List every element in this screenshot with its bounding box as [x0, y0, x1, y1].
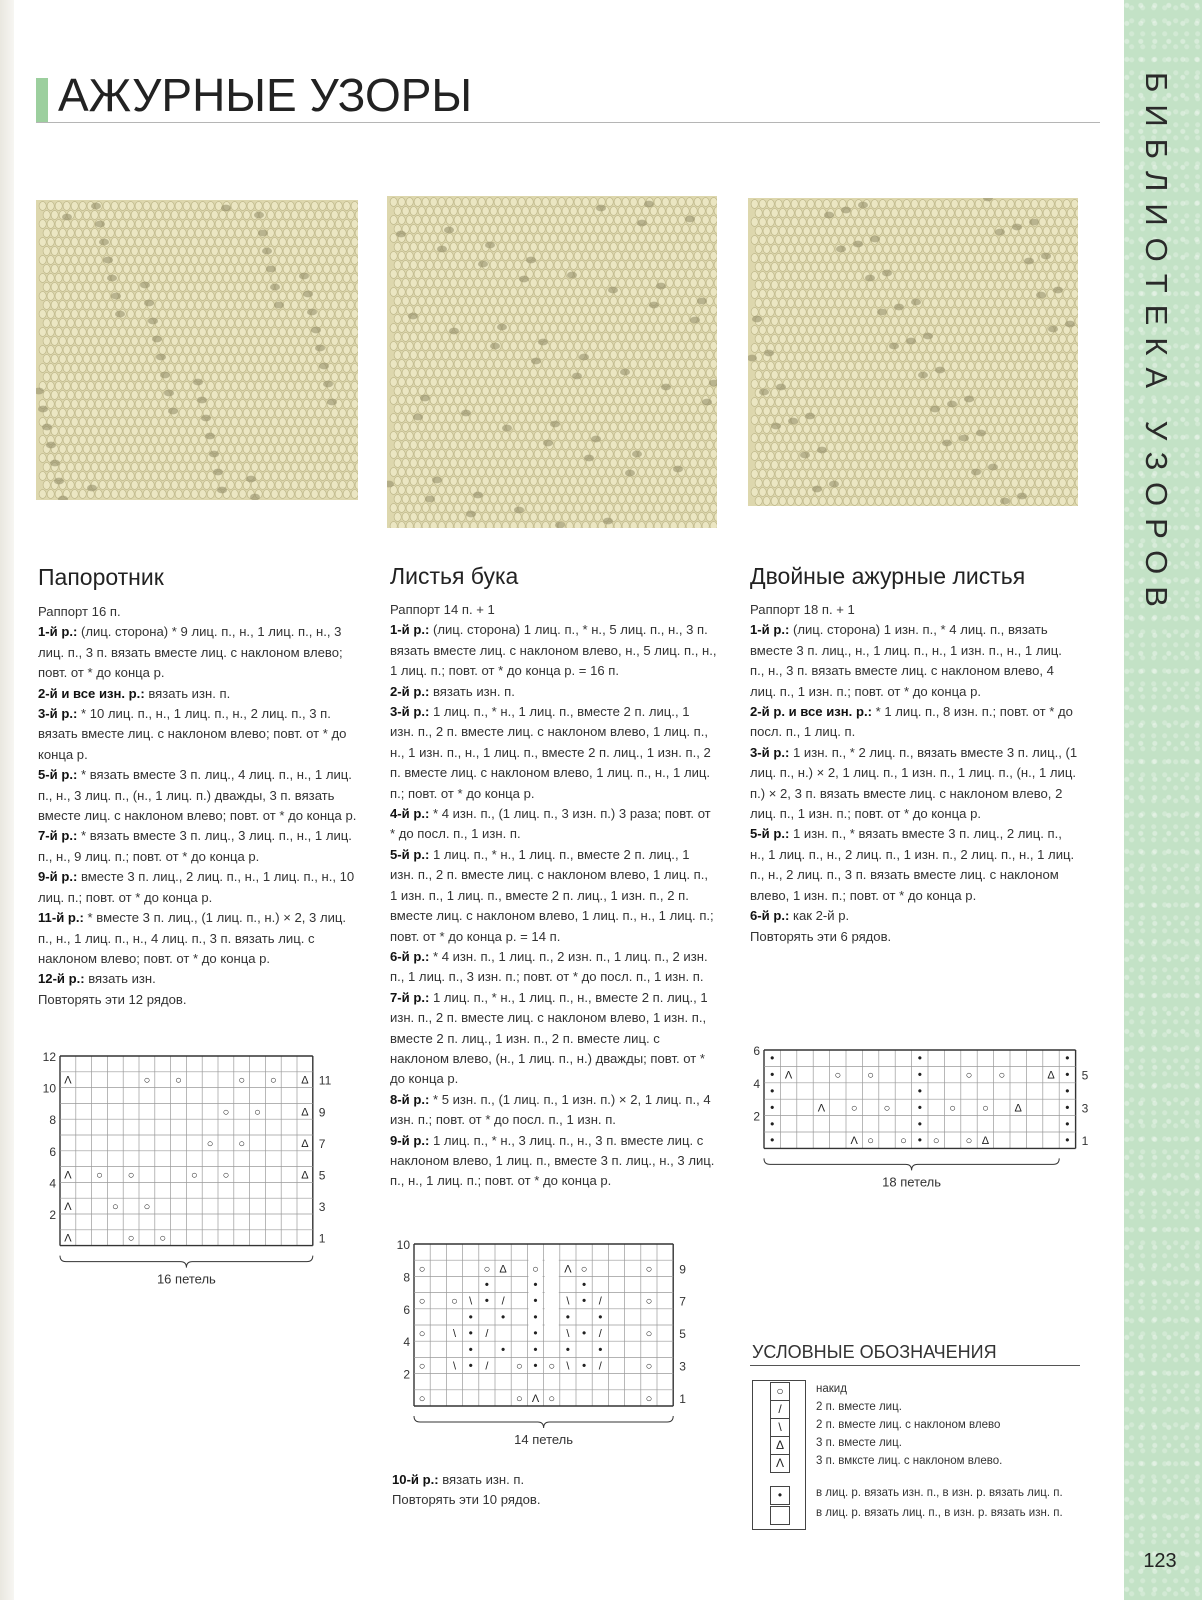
row-text: 1 лиц. п., * н., 3 лиц. п., н., 3 п. вместе лиц. с наклоном влево, 1 лиц. п., вместе 3 п. лиц., н., 3 лиц. п., н., 1 лиц. п.; повт. от * до конца р. [390, 1132, 715, 1189]
chart-symbol: • [581, 1326, 587, 1341]
chart-symbol: ○ [515, 1392, 523, 1405]
row-label: 12-й р.: [38, 971, 85, 987]
chart-symbol: • [917, 1133, 922, 1148]
row-instruction [750, 620, 1078, 702]
chart-symbol: \ [566, 1328, 570, 1341]
row-text: * 1 лиц. п., 8 изн. п.; повт. от * до посл. п., 1 лиц. п. [750, 704, 1073, 740]
row-label: 5-й р.: [390, 846, 430, 862]
chart-symbol: ○ [269, 1074, 277, 1087]
row-text: * вязать вместе 3 п. лиц., 4 лиц. п., н., 1 лиц. п., н., 3 лиц. п., (н., 1 лиц. п.) дважды, 3 п. вязать вместе лиц. с наклоном влево; повт. от * до конца р. [38, 767, 357, 824]
row-instruction [750, 824, 1078, 906]
row-instruction [390, 682, 717, 702]
row-text: * 5 изн. п., (1 лиц. п., 1 изн. п.) × 2, 1 лиц. п., 4 изн. п.; повт. от * до посл. п., 1 изн. п. [390, 1091, 711, 1128]
chart-symbol: ○ [418, 1360, 426, 1373]
legend-description: 2 п. вместе лиц. [816, 1401, 902, 1413]
chart-symbol: ○ [850, 1102, 858, 1115]
row-text: 1 лиц. п., * н., 1 лиц. п., н., вместе 2 п. лиц., 1 изн. п., 2 п. вместе лиц. с наклоном влево, 1 изн. п., вместе 2 п. лиц., 1 изн. п., 2 п. вместе лиц. с наклоном влево, (н., 1 лиц. п., н.) дважды; повт. от * до конца р. [390, 989, 708, 1087]
row-instruction [38, 867, 358, 908]
chart-symbol: ○ [159, 1232, 167, 1245]
chart-symbol: ○ [548, 1392, 556, 1405]
legend-description: 3 п. вмксте лиц. с наклоном влево. [816, 1455, 1003, 1467]
legend-description: в лиц. р. вязать изн. п., в изн. р. вязать лиц. п. [816, 1487, 1063, 1499]
row-label: 7-й р.: [390, 989, 430, 1005]
row-number-left: 10 [396, 1240, 410, 1252]
row-label: 2-й и все изн. р.: [38, 685, 145, 701]
pattern-repeat: Раппорт 18 п. + 1 [750, 602, 855, 617]
chart-symbol: Δ [1014, 1102, 1022, 1115]
chart-symbol: ○ [982, 1102, 989, 1115]
stitch-count-label: 16 петель [156, 1271, 216, 1287]
chart-symbol: • [500, 1309, 506, 1324]
chart-symbol: • [533, 1277, 538, 1292]
chart-symbol: / [598, 1295, 602, 1308]
chart-symbol: ○ [143, 1074, 151, 1087]
chart-symbol: • [500, 1342, 506, 1357]
chart-symbol: ○ [238, 1074, 246, 1087]
chart-symbol: ○ [222, 1106, 230, 1119]
pattern-instructions-beech-leaves [390, 600, 717, 1192]
chart-symbol: ○ [883, 1102, 891, 1115]
chart-symbol: ○ [532, 1263, 539, 1276]
row-number-right: 7 [679, 1294, 686, 1309]
chart-symbol: ○ [190, 1169, 198, 1182]
chart-symbol: • [533, 1309, 538, 1324]
chart-symbol: ○ [867, 1069, 874, 1082]
row-instruction [38, 622, 358, 683]
row-text: * вязать вместе 3 п. лиц., 3 лиц. п., н., 1 лиц. п., н., 9 лиц. п.; повт. от * до конца р. [38, 828, 352, 864]
row-instruction [750, 743, 1078, 825]
row-text: * 10 лиц. п., н., 1 лиц. п., н., 2 лиц. п., 3 п. вязать вместе лиц. с наклоном влево; повт. от * до конца р. [38, 706, 347, 762]
page-gutter [0, 0, 14, 1600]
chart-symbol: Λ [564, 1263, 572, 1276]
chart-symbol: Δ [499, 1263, 507, 1276]
chart-symbol: \ [452, 1328, 457, 1341]
chart-symbol: ○ [645, 1392, 653, 1405]
chart-symbol: Δ [301, 1106, 309, 1119]
chart-symbol: • [917, 1100, 922, 1115]
row-number-left: 8 [49, 1113, 56, 1128]
chart-symbol: • [468, 1358, 473, 1373]
row-instruction [38, 969, 358, 989]
chart-symbol: • [581, 1358, 587, 1373]
pattern-instructions-double-lace-leaves [750, 600, 1078, 947]
chart-symbol: ○ [111, 1201, 119, 1214]
yarn-over-icon: ○ [770, 1382, 790, 1401]
repeat-brace [414, 1416, 673, 1428]
row-number-right: 1 [318, 1231, 326, 1246]
chart-symbol: ○ [418, 1328, 426, 1341]
row-number-left: 4 [753, 1076, 760, 1091]
page-title: АЖУРНЫЕ УЗОРЫ [58, 69, 473, 121]
row-text: вязать изн. п. [144, 685, 231, 701]
row-text: * вместе 3 п. лиц., (1 лиц. п., н.) × 2, 3 лиц. п., н., 1 лиц. п., н., 4 лиц. п., 3 п. вязать лиц. с наклоном влево; повт. от * до конца р. [38, 910, 347, 966]
chart-symbol: ○ [451, 1295, 458, 1308]
row-label: 1-й р.: [750, 622, 790, 638]
chart-symbol: ○ [645, 1295, 653, 1308]
chart-symbol: • [770, 1133, 775, 1148]
chart-symbol: / [485, 1328, 489, 1341]
row-instruction [390, 804, 717, 845]
chart-symbol: ○ [206, 1137, 214, 1150]
chart-symbol: • [770, 1100, 775, 1115]
row-number-left: 6 [49, 1144, 56, 1159]
row-text: * 4 изн. п., (1 лиц. п., 3 изн. п.) 3 раза; повт. от * до посл. п., 1 изн. п. [390, 806, 711, 842]
pattern-repeat: Раппорт 16 п. [38, 604, 121, 619]
chart-fern [38, 1050, 338, 1300]
row-text: * 4 изн. п., 1 лиц. п., 2 изн. п., 1 лиц. п., 2 изн. п., 1 лиц. п., 3 изн. п.; повт. от * до посл. п., 1 изн. п. [390, 948, 708, 985]
row-label: 6-й р.: [750, 908, 790, 924]
legend-description: в лиц. р. вязать лиц. п., в изн. р. вязать изн. п. [816, 1507, 1063, 1519]
row-instruction [38, 908, 358, 969]
chart-symbol: • [468, 1309, 473, 1324]
row-number-right: 5 [1081, 1068, 1088, 1083]
row-label: 9-й р.: [390, 1132, 430, 1148]
chart-symbol: Λ [64, 1074, 72, 1087]
row-label: 1-й р.: [38, 624, 78, 640]
row-instruction [392, 1470, 712, 1490]
chart-grid-svg [390, 1240, 710, 1455]
row-text: 1 лиц. п., * н., 1 лиц. п., вместе 2 п. лиц., 1 изн. п., 2 п. вместе лиц. с наклоном влево, 1 лиц. п., 1 изн. п., 1 лиц. п., вместе 2 п. лиц., 1 изн. п., 2 п. вместе лиц. с наклоном влево, 1 лиц. п., н., 1 лиц. п.; повт. от * до конца р. = 14 п. [390, 846, 714, 944]
row-text: 1 лиц. п., * н., 1 лиц. п., вместе 2 п. лиц., 1 изн. п., 2 п. вместе лиц. с наклоном влево, 1 лиц. п., н., 1 изн. п., н., 1 лиц. п., вместе 2 п. лиц., 1 изн. п., 2 п. вместе лиц. с наклоном влево, 1 лиц. п., н., 1 лиц. п.; повт. от * до конца р. [390, 704, 711, 801]
knit-texture [748, 198, 1078, 506]
sk2p-icon: Λ [770, 1454, 790, 1473]
row-label: 8-й р.: [390, 1091, 430, 1107]
row-label: 1-й р.: [390, 622, 430, 638]
chart-symbol: • [1065, 1100, 1070, 1115]
repeat-brace [60, 1256, 313, 1268]
section-label: БИБЛИОТЕКА УЗОРОВ [1139, 72, 1174, 619]
row-number-right: 5 [679, 1327, 686, 1342]
chart-symbol: • [770, 1116, 775, 1131]
row-number-left: 4 [403, 1335, 410, 1350]
row-label: 2-й р.: [390, 683, 430, 699]
chart-symbol: • [598, 1309, 603, 1324]
row-text: (лиц. сторона) 1 лиц. п., * н., 5 лиц. п., н., 3 п. вязать вместе лиц. с наклоном влево, н., 5 лиц. п., н., 1 лиц. п.; повт. от * до конца р. = 16 п. [390, 622, 717, 679]
legend-frame [752, 1380, 806, 1530]
row-number-left: 12 [42, 1050, 56, 1064]
chart-symbol: ○ [645, 1328, 653, 1341]
row-label: 5-й р.: [38, 767, 78, 783]
legend-description: накид [816, 1383, 847, 1395]
row-instruction [750, 906, 1078, 926]
row-instruction [390, 947, 717, 988]
chart-symbol: ○ [965, 1069, 973, 1082]
title-rule [36, 122, 1100, 123]
chart-symbol: • [468, 1326, 473, 1341]
row-text: как 2-й р. [789, 908, 850, 924]
chart-symbol: Λ [850, 1135, 858, 1148]
row-number-right: 1 [679, 1391, 686, 1406]
chart-symbol: • [1065, 1051, 1070, 1066]
chart-symbol: ○ [548, 1360, 556, 1373]
chart-symbol: • [1065, 1133, 1070, 1148]
page-number: 123 [1143, 1550, 1177, 1572]
swatch-photo-fern [36, 200, 358, 500]
chart-symbol: • [533, 1342, 538, 1357]
chart-symbol: • [917, 1116, 922, 1131]
chart-symbol: ○ [483, 1263, 491, 1276]
chart-symbol: ○ [515, 1360, 523, 1373]
chart-symbol: • [484, 1277, 490, 1292]
chart-symbol: ○ [645, 1360, 653, 1373]
chart-symbol: ○ [238, 1137, 246, 1150]
chart-grid-svg [38, 1050, 338, 1300]
chart-symbol: \ [452, 1360, 457, 1373]
legend-description: 2 п. вместе лиц. с наклоном влево [816, 1419, 1001, 1431]
legend-title: УСЛОВНЫЕ ОБОЗНАЧЕНИЯ [752, 1342, 997, 1362]
chart-symbol: • [917, 1051, 922, 1066]
chart-symbol: Δ [301, 1137, 309, 1150]
chart-symbol: Δ [981, 1135, 990, 1148]
row-label: 6-й р.: [390, 948, 430, 964]
row-instruction [38, 684, 358, 704]
chart-symbol: ○ [418, 1263, 426, 1276]
pattern-instructions-fern [38, 602, 358, 1010]
chart-symbol: ○ [900, 1135, 907, 1148]
pattern-title-beech-leaves: Листья бука [390, 563, 519, 589]
chart-symbol: • [581, 1277, 587, 1292]
chart-symbol: / [598, 1360, 602, 1373]
chart-symbol: ○ [932, 1135, 940, 1148]
chart-symbol: ○ [127, 1169, 135, 1182]
row-number-left: 2 [403, 1367, 410, 1382]
row-number-left: 6 [753, 1046, 760, 1058]
row-instruction [38, 704, 358, 765]
row-number-right: 3 [318, 1200, 326, 1215]
knit-texture [387, 196, 717, 528]
chart-symbol: Λ [531, 1392, 540, 1405]
row-label: 3-й р.: [38, 706, 78, 722]
chart-symbol: ○ [254, 1106, 261, 1119]
row-label: 9-й р.: [38, 869, 78, 885]
chart-symbol: ○ [175, 1074, 182, 1087]
row-text: вязать изн. п. [429, 683, 515, 699]
chart-symbol: ○ [418, 1392, 426, 1405]
row-instruction [390, 1131, 717, 1192]
row-label: 2-й р. и все изн. р.: [750, 704, 872, 720]
pattern-footer: Повторять эти 12 рядов. [38, 991, 187, 1007]
row-text: вязать изн. п. [438, 1472, 525, 1487]
row-text: (лиц. сторона) 1 изн. п., * 4 лиц. п., вязать вместе 3 п. лиц., н., 1 лиц. п., н., 1 изн. п., н., 1 лиц. п., н., 3 п. вязать вместе лиц. с наклоном влево, 4 лиц. п., 1 изн. п.; повт. от * до конца р. [750, 622, 1062, 699]
knit-texture [36, 200, 358, 500]
row-text: вязать изн. [84, 971, 156, 987]
chart-symbol: ○ [127, 1232, 135, 1245]
chart-symbol: • [1065, 1067, 1070, 1082]
chart-symbol: Δ [1047, 1069, 1055, 1082]
chart-symbol: • [598, 1342, 603, 1357]
row-label: 5-й р.: [750, 826, 790, 842]
chart-symbol: / [501, 1295, 505, 1308]
row-list [392, 1470, 712, 1490]
row-number-right: 3 [679, 1359, 686, 1374]
row-number-right: 9 [318, 1105, 326, 1120]
chart-symbol: Λ [64, 1201, 72, 1214]
row-label: 4-й р.: [390, 806, 430, 822]
chart-symbol: ○ [143, 1201, 151, 1214]
chart-symbol: • [468, 1342, 473, 1357]
stitch-count-label: 18 петель [882, 1174, 942, 1190]
row-number-left: 8 [403, 1270, 410, 1285]
chart-symbol: ○ [949, 1102, 956, 1115]
row-instruction [38, 826, 358, 867]
chart-symbol: \ [566, 1360, 570, 1373]
pattern-instructions-beech-leaves-end [392, 1470, 712, 1511]
chart-symbol: • [1065, 1116, 1070, 1131]
row-label: 3-й р.: [750, 744, 790, 760]
row-text: 1 изн. п., * вязать вместе 3 п. лиц., 2 лиц. п., н., 1 лиц. п., н., 2 лиц. п., 1 изн. п., 2 лиц. п., н., 1 лиц. п., н., 2 лиц. п., 3 п. вязать вместе лиц. с наклоном влево, 1 изн. п.; повт. от * до конца р. [750, 826, 1075, 903]
row-number-right: 1 [1081, 1134, 1088, 1149]
row-label: 3-й р.: [390, 704, 430, 720]
chart-symbol: • [533, 1326, 538, 1341]
row-text: (лиц. сторона) * 9 лиц. п., н., 1 лиц. п., н., 3 лиц. п., 3 п. вязать вместе лиц. с наклоном влево; повт. от * до конца р. [38, 624, 343, 681]
row-instruction [390, 702, 717, 804]
swatch-photo-beech-leaves [387, 196, 717, 528]
row-number-left: 4 [49, 1176, 56, 1191]
chart-symbol: Λ [64, 1232, 72, 1245]
row-number-right: 7 [318, 1136, 326, 1151]
row-instruction [750, 702, 1078, 743]
chart-symbol: ○ [580, 1263, 588, 1276]
chart-symbol: ○ [965, 1135, 973, 1148]
repeat-brace [764, 1158, 1059, 1170]
row-instruction [390, 620, 717, 681]
row-instruction [38, 765, 358, 826]
pattern-title-double-lace-leaves: Двойные ажурные листья [750, 563, 1026, 589]
row-number-left: 10 [42, 1081, 56, 1096]
row-number-left: 2 [753, 1109, 760, 1124]
row-number-right: 9 [679, 1262, 686, 1277]
row-label: 10-й р.: [392, 1472, 439, 1487]
chart-symbol: • [565, 1342, 571, 1357]
chart-symbol: • [533, 1293, 538, 1308]
title-accent-bar [36, 78, 48, 122]
pattern-footer: Повторять эти 10 рядов. [392, 1492, 541, 1508]
k3tog-icon: Δ [770, 1436, 790, 1455]
row-list [390, 620, 717, 1191]
stitch-count-label: 14 петель [514, 1432, 574, 1447]
chart-symbol: \ [469, 1295, 473, 1308]
row-label: 11-й р.: [38, 910, 84, 926]
chart-symbol: ○ [96, 1169, 103, 1182]
chart-symbol: / [598, 1328, 602, 1341]
chart-symbol: ○ [645, 1263, 653, 1276]
ssk-icon: \ [770, 1418, 790, 1437]
swatch-photo-double-lace-leaves [748, 198, 1078, 506]
row-list [38, 622, 358, 989]
chart-symbol: ○ [998, 1069, 1006, 1082]
chart-symbol: • [533, 1358, 538, 1373]
chart-beech-leaves [390, 1240, 710, 1455]
chart-symbol: • [581, 1293, 587, 1308]
pattern-footer: Повторять эти 6 рядов. [750, 928, 892, 944]
row-instruction [390, 988, 717, 1090]
no-stitch-gap [545, 1245, 559, 1340]
chart-symbol: • [484, 1293, 490, 1308]
chart-symbol: \ [566, 1295, 570, 1308]
legend-rule [750, 1365, 1080, 1366]
row-instruction [390, 845, 717, 947]
chart-symbol: • [770, 1084, 775, 1098]
row-number-left: 6 [403, 1302, 410, 1317]
chart-symbol: • [917, 1067, 922, 1082]
k2tog-icon: / [770, 1400, 790, 1419]
row-text: вместе 3 п. лиц., 2 лиц. п., н., 1 лиц. п., н., 10 лиц. п.; повт. от * до конца р. [38, 869, 355, 905]
chart-symbol: • [770, 1067, 775, 1082]
chart-double-lace-leaves [748, 1046, 1088, 1206]
chart-symbol: ○ [222, 1169, 230, 1182]
row-number-right: 5 [318, 1168, 326, 1183]
chart-symbol: Λ [817, 1102, 826, 1115]
chart-symbol: • [1065, 1084, 1070, 1098]
chart-symbol: ○ [867, 1135, 874, 1148]
pattern-repeat: Раппорт 14 п. + 1 [390, 602, 495, 617]
row-list [750, 620, 1078, 926]
row-number-right: 11 [318, 1073, 332, 1088]
row-number-left: 2 [49, 1208, 56, 1222]
chart-symbol: ○ [418, 1295, 426, 1308]
purl-dot-icon: • [770, 1486, 790, 1505]
chart-symbol: Λ [784, 1069, 793, 1082]
row-text: 1 изн. п., * 2 лиц. п., вязать вместе 3 п. лиц., (1 лиц. п., н.) × 2, 1 лиц. п., 1 изн. п., 1 лиц. п., (н., 1 лиц. п.) × 2, 3 п. вязать вместе лиц. с наклоном влево, 2 лиц. п., 1 изн. п.; повт. от * до конца р. [750, 744, 1078, 822]
chart-symbol: ○ [834, 1069, 842, 1082]
chart-symbol: Δ [301, 1169, 309, 1182]
row-instruction [390, 1090, 717, 1131]
legend-description: 3 п. вместе лиц. [816, 1437, 902, 1449]
pattern-title-fern: Папоротник [38, 564, 164, 590]
chart-symbol: Δ [301, 1074, 309, 1087]
chart-symbol: Λ [64, 1169, 72, 1182]
row-number-right: 3 [1081, 1101, 1088, 1116]
chart-symbol: • [770, 1051, 775, 1066]
chart-grid-svg [748, 1046, 1088, 1206]
chart-symbol: / [485, 1360, 489, 1373]
chart-symbol: • [565, 1309, 571, 1324]
row-label: 7-й р.: [38, 828, 78, 844]
chart-symbol: • [917, 1084, 922, 1098]
